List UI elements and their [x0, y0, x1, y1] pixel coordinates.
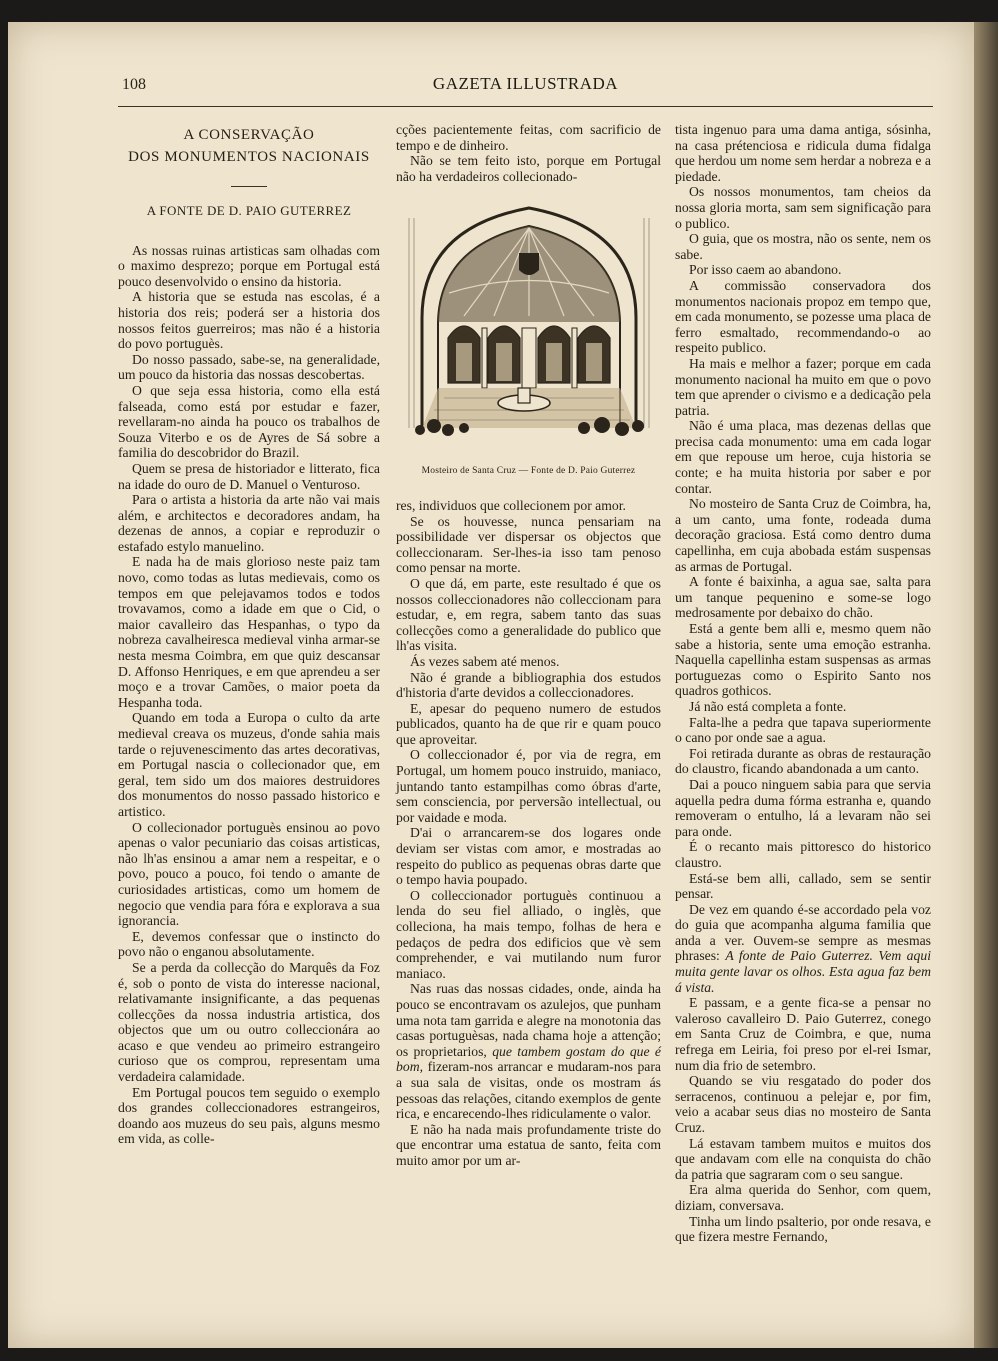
paragraph: res, individuos que collecionem por amor. — [396, 497, 626, 513]
paragraph: Por isso caem ao abandono. — [689, 262, 842, 278]
italic-text-run: A fonte de Paio Guterrez. Vem aqui muita gente lavar os olhos. Esta agua faz bem á vista. — [675, 948, 931, 995]
journal-title: GAZETA ILLUSTRADA — [432, 74, 619, 93]
paragraph: Para o artista a historia da arte não vai mais além, e architectos e decoradores andam, ha dezenas de annos, a copiar e reproduzir o estafado estylo manuelino. — [118, 492, 380, 554]
italic-text-run: que tambem gostam do que é bom, — [396, 1043, 661, 1075]
paragraph: O colleccionador é, por via de regra, em Portugal, um homem pouco instruido, maniaco, juntando tanto estampilhas como óbras d'arte, sem consciencia, por perversão intellectual, ou por vaidade e moda. — [396, 747, 661, 825]
title-divider — [231, 186, 267, 187]
page-number: 108 — [122, 76, 146, 93]
paragraph: É o recanto mais pittoresco do historico claustro. — [675, 839, 931, 870]
paragraph: Tinha um lindo psalterio, por onde resava, e que fizera mestre Fernando, — [675, 1213, 931, 1245]
paragraph: Foi retirada durante as obras de restauração do claustro, ficando abandonada a um canto. — [675, 745, 931, 777]
paragraph — [675, 902, 931, 996]
figure-caption: Mosteiro de Santa Cruz — Fonte de D. Paio Guterrez — [421, 466, 636, 477]
text-run: Nas ruas das nossas cidades, onde, ainda ha pouco se encontravam os azulejos, que punham uma nota tam garrida e alegre na monotonia das casas portuguèsas, nada chama hoje a attenção; os proprietarios, — [396, 981, 661, 1059]
paragraph: Quando se viu resgatado do poder dos serracenos, continuou a pelejar e, por fim, veio a acabar seus dias no mosteiro de Santa Cruz. — [675, 1073, 931, 1135]
text-run: fizeram-nos arrancar e mudaram-nos para a sua sala de visitas, onde os mostram ás pessoas das relações, citando exemplos de gente rica, e encarecendo-lhes ridiculamente o valor. — [396, 1059, 662, 1122]
paragraph: Os nossos monumentos, tam cheios da nossa gloria morta, sam sem significação para o publico. — [675, 184, 931, 231]
article-title-line-1: A CONSERVAÇÃO — [183, 127, 315, 143]
cloister-arch-illustration — [404, 198, 654, 458]
paragraph: O colleccionador portuguès continuou a lenda do seu fiel alliado, o inglès, que colleciona, ha mais tempo, folhas de hera e pedaços de pedra dos edificios que vè sem comprehender, e vai mutilando num furor maniaco. — [396, 887, 661, 981]
column-2 — [396, 122, 661, 1169]
paragraph: Era alma querida do Senhor, com quem, diziam, conversava. — [675, 1182, 931, 1213]
paragraph: O que seja essa historia, como ella está falseada, como está por estudar e fazer, revellaram-no ainda ha pouco os trabalhos de Souza Viterbo e os de Ayres de Sá sobre a familia do descobridor do Brazil. — [118, 382, 380, 461]
paragraph: D'ai o arrancarem-se dos logares onde deviam ser vistas com amor, e mostradas ao respeito do publico as pequenas obras darte que o tempo havia poupado. — [396, 825, 661, 888]
paragraph: Em Portugal poucos tem seguido o exemplo dos grandes colleccionadores estrangeiros, doando aos muzeus do seu paìs, alguns mesmo em vida, as colle- — [118, 1084, 380, 1147]
paragraph: O collecionador portuguès ensinou ao povo apenas o valor pecuniario das coisas artisticas, não lh'as ensinou a amar nem a respeitar, e o povo, pouco a pouco, foi tendo o amante de curiosidades artisticas, como um homem de negocio que vendia para fóra e explorava a sua ignorancia. — [118, 819, 380, 929]
paragraph: E nada ha de mais glorioso neste paiz tam novo, como todas as lutas medievais, como os tempos em que pelejavamos todos e todos trovavamos, como a idade em que o Cid, o maior cavalleiro das Hespanhas, o typo da nobreza cavalheiresca medieval vinha armar-se nesta mesma Coimbra, em que quiz descansar D. Affonso Henriques, e em que aprendeu a ser moço e a trovar Camões, o maior poeta da Hespanha toda. — [118, 554, 380, 710]
paragraph: A fonte é baixinha, a agua sae, salta para um tanque pequenino e some-se logo medrosamente por debaixo do chão. — [675, 574, 931, 621]
paragraph: E passam, e a gente fica-se a pensar no valeroso cavalleiro D. Paio Guterrez, conego em Santa Cruz de Coimbra, e que, numa refrega em Leiria, foi preso por el-rei Ismar, num dia frio de setembro. — [675, 995, 931, 1073]
paragraph: Está a gente bem alli e, mesmo quem não sabe a historia, sente uma emoção estranha. Naquella capellinha estam suspensas as armas portuguezas como o Espirito Santo nos quadros gothicos. — [675, 621, 931, 699]
paragraph: A historia que se estuda nas escolas, é a historia dos reis; poderá ser a historia dos nossos feitos guerreiros; mas não é a historia do povo portuguès. — [118, 289, 380, 352]
paragraph: Já não está completa a fonte. — [689, 698, 847, 714]
paragraph: O que dá, em parte, este resultado é que os nossos colleccionadores não colleccionam para estudar, e, em regra, sabem tanto das suas collecções como a generalidade do publico que lh'as visita. — [396, 575, 661, 654]
paragraph: Ás vezes sabem até menos. — [410, 653, 560, 669]
article-title-line-2: DOS MONUMENTOS NACIONAIS — [128, 149, 370, 165]
paragraph: Ha mais e melhor a fazer; porque em cada monumento nacional ha muito em que o povo tem que aprender o civismo e a dedicação pela patria. — [675, 355, 931, 418]
paragraph: O guia, que os mostra, não os sente, nem os sabe. — [675, 231, 931, 262]
paragraph: E, apesar do pequeno numero de estudos publicados, quanto ha de que rir e quam pouco que aproveitar. — [396, 700, 661, 747]
paragraph: No mosteiro de Santa Cruz de Coimbra, ha, a um canto, uma fonte, rodeada duma decoração graciosa. Está como dentro duma capellinha, em cuja abobada estám suspensas as armas de Portugal. — [675, 496, 931, 574]
page-edge-shadow — [974, 22, 998, 1348]
page-header — [118, 68, 933, 108]
paragraph: Não é uma placa, mas dezenas dellas que precisa cada monumento: uma em cada logar em que repouse um heroe, cuja historia se conte; e ha muita historia por saber e por contar. — [675, 418, 931, 496]
paragraph: Não se tem feito isto, porque em Portugal não ha verdadeiros collecionado- — [396, 153, 661, 184]
paragraph — [396, 981, 661, 1121]
paragraph: Falta-lhe a pedra que tapava superiormente o cano por onde sae a agua. — [675, 714, 931, 746]
paragraph: Se a perda da collecção do Marquês da Foz é, sob o ponto de vista do interesse nacional, relativamante insignificante, a das pequenas collecções da nossa industria artistica, dos objectos que um ou outro colleccionára ao acaso e que vendeu ao primeiro estrangeiro curioso que os comprou, representam uma verdadeira calamidade. — [118, 959, 380, 1085]
article-subtitle: A FONTE DE D. PAIO GUTERREZ — [146, 203, 352, 218]
paragraph: Não é grande a bibliographia dos estudos d'historia d'arte devidos a colleccionadores. — [396, 669, 661, 701]
paragraph: Do nosso passado, sabe-se, na generalidade, um pouco da historia das nossas descobertas. — [118, 351, 380, 383]
paragraph: Quando em toda a Europa o culto da arte medieval creava os muzeus, d'onde sahia mais tarde o rejuvenescimento das artes decorativas, em Portugal nascia o collecionador que, em geral, tem sido um dos maiores destruidores dos monumentos do nosso passado historico e artistico. — [118, 710, 380, 819]
paragraph: Lá estavam tambem muitos e muitos dos que andavam com elle na conquista do chão da patria que sagraram com o seu sangue. — [675, 1135, 931, 1182]
paragraph: E, devemos confessar que o instincto do povo não o enganou absolutamente. — [118, 928, 380, 960]
column-1 — [118, 122, 380, 1147]
text-run: De vez em quando é-se accordado pela voz do guia que acompanha alguma familia que anda a ver. Ouvem-se sempre as mesmas phrases: — [675, 901, 931, 964]
paragraph: Quem se presa de historiador e litterato, fica na idade do ouro de D. Manuel o Venturoso. — [118, 460, 380, 492]
paragraph: Se os houvesse, nunca pensariam na possibilidade ver dispersar os objectos que colleccionaram. Ser-lhes-ia isso tam penoso como pensar na morte. — [396, 513, 661, 576]
paragraph: Está-se bem alli, callado, sem se sentir pensar. — [675, 870, 931, 902]
paragraph: Dai a pouco ninguem sabia para que servia aquella pedra duma fórma estranha e, quando removeram o entulho, lá a levaram não sei para onde. — [675, 776, 931, 839]
paragraph: E não ha nada mais profundamente triste do que encontrar uma estatua de santo, feita com muito amor por um ar- — [396, 1121, 661, 1168]
paragraph: A commissão conservadora dos monumentos nacionais propoz em tempo que, em cada monumento, se pozesse uma placa de ferro esmaltado, recommendando-o ao respeito publico. — [675, 277, 931, 356]
column-3 — [675, 122, 931, 1245]
paragraph: As nossas ruinas artisticas sam olhadas com o maximo desprezo; porque em Portugal está pouco desenvolvido o ensino da historia. — [118, 242, 380, 289]
header-rule — [118, 106, 933, 107]
engraving-fonte-paio-guterrez — [404, 198, 654, 458]
paragraph: cções pacientemente feitas, com sacrificio de tempo e de dinheiro. — [396, 122, 661, 153]
paragraph: tista ingenuo para uma dama antiga, sósinha, na casa prétenciosa e ridicula duma fidalga que herdou um nome sem herdar a nobreza e a piedade. — [675, 122, 931, 184]
